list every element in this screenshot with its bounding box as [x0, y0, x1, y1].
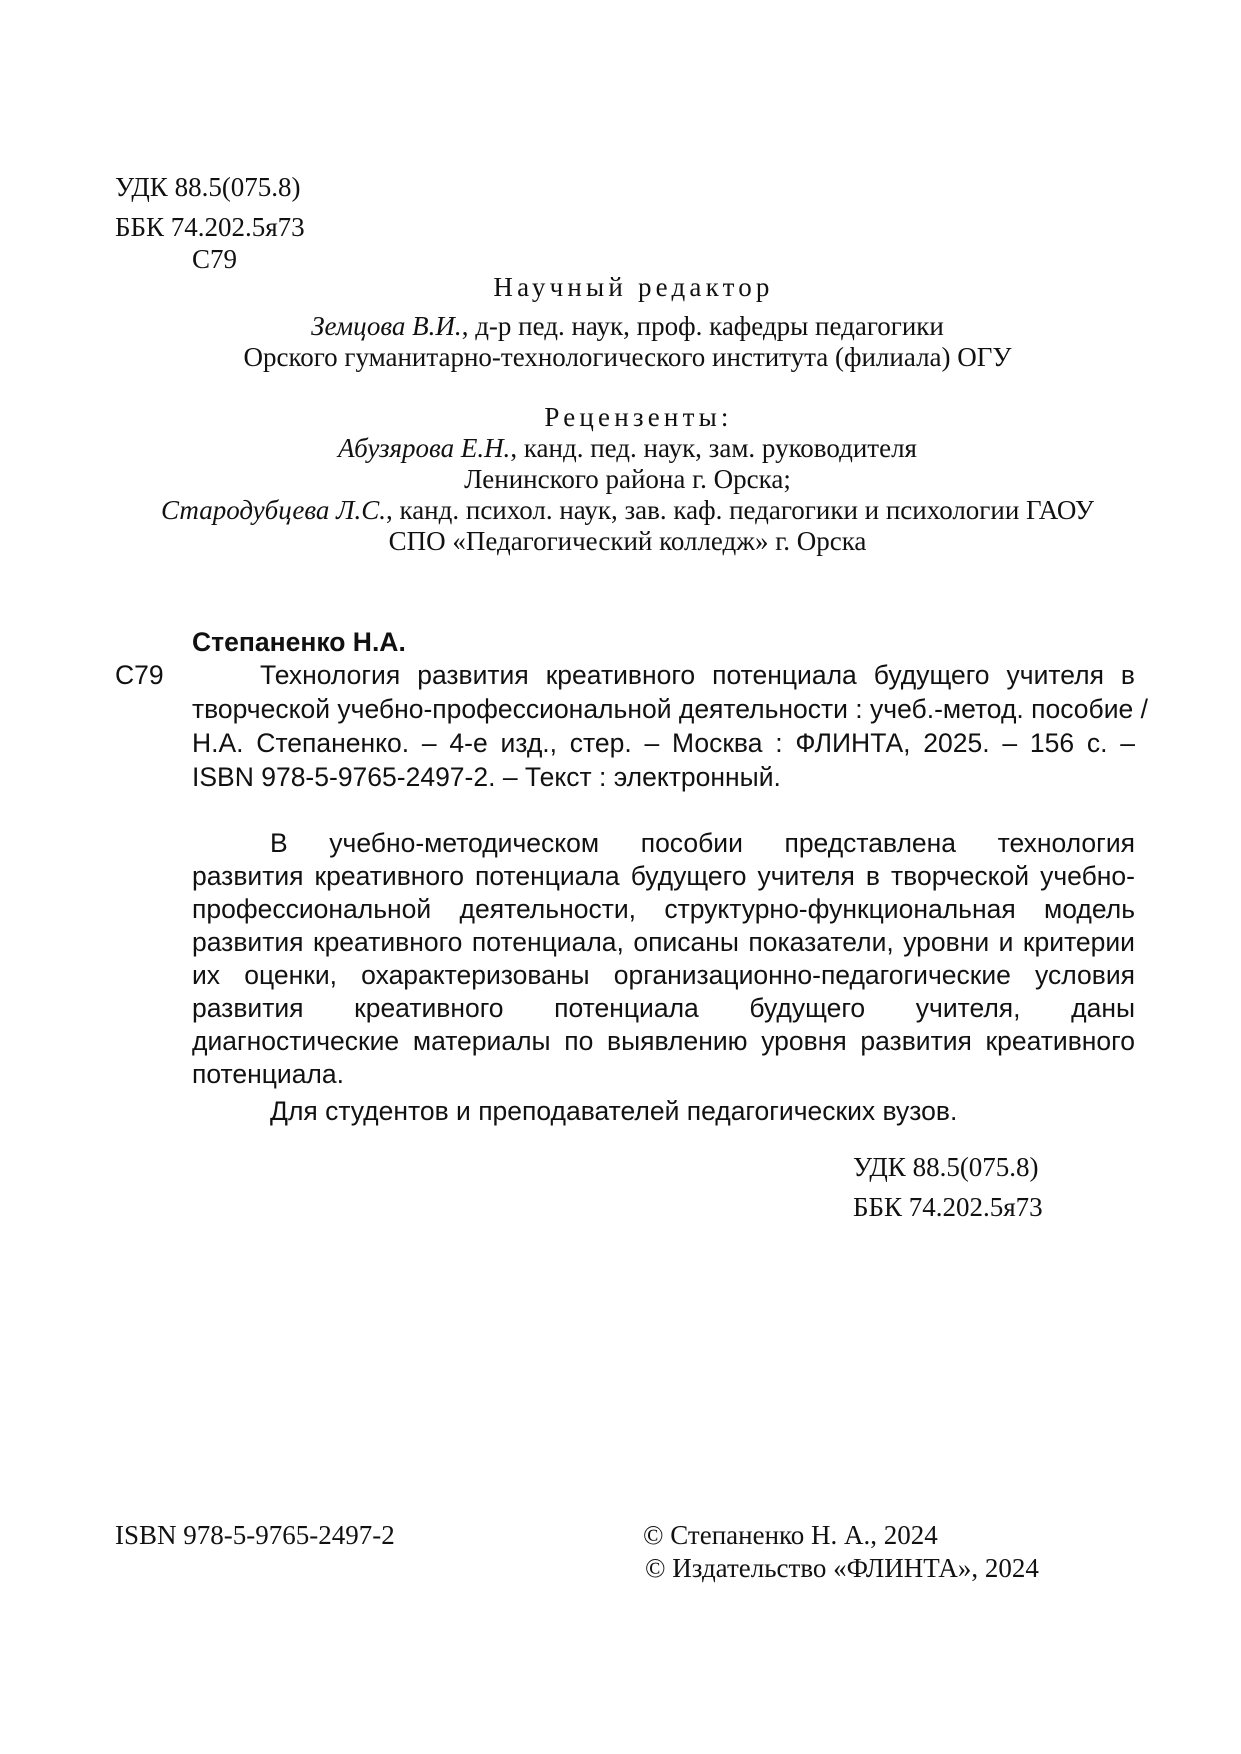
- abstract-line-2: развития креативного потенциала будущего учителя в творческой учебно-: [192, 861, 1135, 891]
- editor-affiliation: Орского гуманитарно-технологического института (филиала) ОГУ: [243, 342, 1012, 372]
- reviewer-1-credentials: , канд. пед. наук, зам. руководителя: [510, 433, 917, 463]
- abstract-line-1: В учебно-методическом пособии представлена технология: [270, 828, 1135, 858]
- reviewers-heading: Рецензенты:: [544, 402, 733, 432]
- editor-credentials: , д-р пед. наук, проф. кафедры педагогики: [461, 311, 944, 341]
- copyright-publisher: © Издательство «ФЛИНТА», 2024: [645, 1553, 1039, 1583]
- isbn: ISBN 978-5-9765-2497-2: [115, 1520, 395, 1550]
- bibliography-line-4: ISBN 978-5-9765-2497-2. – Текст : электронный.: [192, 762, 781, 792]
- copyright-author: © Степаненко Н. А., 2024: [643, 1520, 938, 1550]
- abstract-line-7: диагностические материалы по выявлению уровня развития креативного: [192, 1026, 1135, 1056]
- udk-code: УДК 88.5(075.8): [115, 172, 301, 202]
- abstract-line-6: развития креативного потенциала будущего учителя, даны: [192, 993, 1135, 1023]
- bbk-code-right: ББК 74.202.5я73: [853, 1192, 1043, 1222]
- editor-name: Земцова В.И.: [311, 311, 462, 341]
- abstract-line-3: профессиональной деятельности, структурно-функциональная модель: [192, 894, 1135, 924]
- bibliography-line-1: Технология развития креативного потенциала будущего учителя в: [260, 660, 1135, 690]
- editor-heading: Научный редактор: [493, 272, 774, 302]
- reviewers-section: [115, 402, 1140, 557]
- bibliography-code: С79: [115, 660, 164, 690]
- reviewer-1-line-2: Ленинского района г. Орска;: [464, 464, 791, 494]
- abstract-audience: Для студентов и преподавателей педагогических вузов.: [270, 1096, 958, 1126]
- bibliography-line-2: творческой учебно-профессиональной деятельности : учеб.-метод. пособие /: [192, 694, 1148, 724]
- author-mark: С79: [192, 244, 238, 274]
- reviewer-2-credentials: , канд. психол. наук, зав. каф. педагогики и психологии ГАОУ: [385, 495, 1094, 525]
- abstract-line-8: потенциала.: [192, 1059, 344, 1089]
- bibliography-author: Степаненко Н.А.: [192, 627, 406, 657]
- bbk-code: ББК 74.202.5я73: [115, 212, 305, 242]
- reviewer-2-line-1: [115, 495, 1140, 526]
- udk-code-right: УДК 88.5(075.8): [853, 1152, 1039, 1182]
- editor-line-1: [115, 311, 1140, 342]
- reviewer-1-name: Абузярова Е.Н.: [338, 433, 511, 463]
- editor-section: [115, 272, 1140, 373]
- abstract-line-5: их оценки, охарактеризованы организационно-педагогические условия: [192, 960, 1135, 990]
- reviewer-1-line-1: [115, 433, 1140, 464]
- reviewer-2-line-2: СПО «Педагогический колледж» г. Орска: [388, 526, 867, 556]
- abstract-line-4: развития креативного потенциала, описаны показатели, уровни и критерии: [192, 927, 1135, 957]
- bibliography-line-3: Н.А. Степаненко. – 4-е изд., стер. – Москва : ФЛИНТА, 2025. – 156 с. –: [192, 728, 1135, 758]
- reviewer-2-name: Стародубцева Л.С.: [161, 495, 386, 525]
